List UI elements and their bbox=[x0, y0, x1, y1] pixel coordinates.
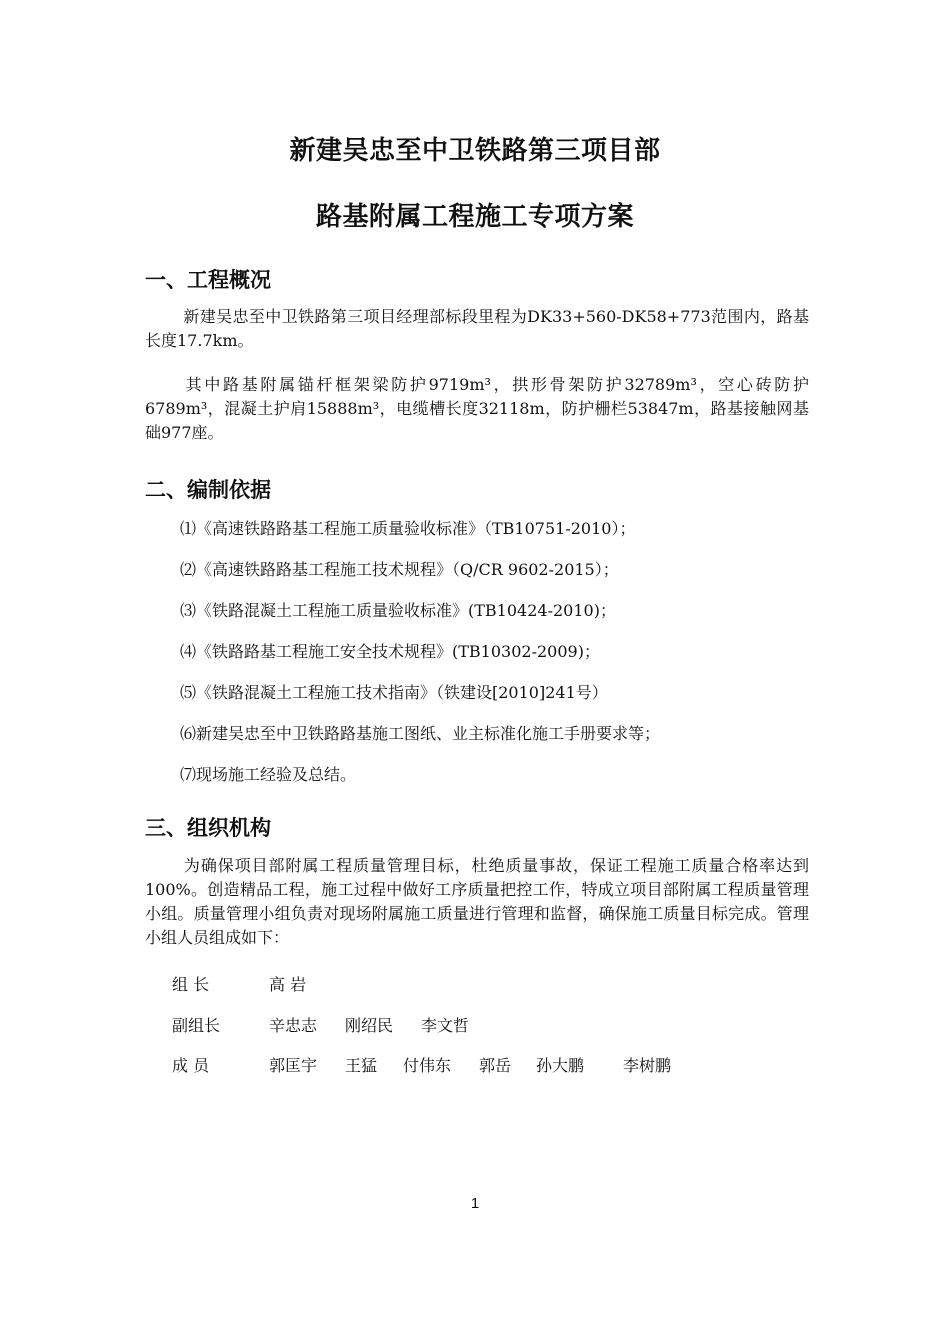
deputy-name-2: 刚绍民 bbox=[345, 1016, 394, 1035]
member-name-2: 王猛 bbox=[345, 1056, 378, 1075]
section-heading-organization: 三、组织机构 bbox=[145, 816, 271, 840]
overview-paragraph-2-text: 其中路基附属锚杆框架梁防护9719m³，拱形骨架防护32789m³，空心砖防护6789m³，混凝土护肩15888m³，电缆槽长度32118m，防护栅栏53847m，路基接触网基础977座。 bbox=[145, 375, 809, 442]
deputy-name-3: 李文哲 bbox=[421, 1016, 470, 1035]
section-heading-basis: 二、编制依据 bbox=[145, 478, 271, 502]
leader-name: 高 岩 bbox=[269, 975, 307, 994]
title-line-1: 新建吴忠至中卫铁路第三项目部 bbox=[289, 136, 661, 166]
basis-item-1: ⑴《高速铁路路基工程施工质量验收标准》（TB10751-2010）； bbox=[180, 519, 636, 538]
basis-item-4: ⑷《铁路路基工程施工安全技术规程》(TB10302-2009)； bbox=[180, 642, 600, 661]
member-name-4: 郭岳 bbox=[479, 1056, 512, 1075]
basis-item-2: ⑵《高速铁路路基工程施工技术规程》（Q/CR 9602-2015）； bbox=[180, 560, 619, 579]
overview-paragraph-2 bbox=[145, 373, 809, 445]
overview-paragraph-1 bbox=[145, 305, 809, 353]
basis-item-5: ⑸《铁路混凝土工程施工技术指南》（铁建设[2010]241号） bbox=[180, 683, 608, 702]
basis-item-7: ⑺现场施工经验及总结。 bbox=[180, 765, 357, 784]
member-name-3: 付伟东 bbox=[403, 1056, 452, 1075]
member-name-5: 孙大鹏 bbox=[536, 1056, 585, 1075]
member-name-6: 李树鹏 bbox=[623, 1056, 672, 1075]
member-label: 成 员 bbox=[172, 1056, 210, 1075]
overview-paragraph-1-text: 新建吴忠至中卫铁路第三项目经理部标段里程为DK33+560-DK58+773范围内，路基长度17.7km。 bbox=[145, 307, 809, 350]
organization-paragraph-text: 为确保项目部附属工程质量管理目标，杜绝质量事故，保证工程施工质量合格率达到100%。创造精品工程，施工过程中做好工序质量把控工作，特成立项目部附属工程质量管理小组。质量管理小组负责对现场附属施工质量进行管理和监督，确保施工质量目标完成。管理小组人员组成如下： bbox=[145, 856, 809, 947]
title-line-2: 路基附属工程施工专项方案 bbox=[315, 202, 634, 232]
leader-label: 组 长 bbox=[172, 975, 210, 994]
organization-paragraph bbox=[145, 854, 809, 950]
basis-item-6: ⑹新建吴忠至中卫铁路路基施工图纸、业主标准化施工手册要求等； bbox=[180, 724, 661, 743]
deputy-name-1: 辛忠志 bbox=[269, 1016, 318, 1035]
deputy-label: 副组长 bbox=[172, 1016, 221, 1035]
member-name-1: 郭匡宇 bbox=[269, 1056, 318, 1075]
basis-item-3: ⑶《铁路混凝土工程施工质量验收标准》(TB10424-2010)； bbox=[180, 601, 616, 620]
page-number: 1 bbox=[470, 1195, 480, 1212]
section-heading-overview: 一、工程概况 bbox=[145, 268, 271, 292]
